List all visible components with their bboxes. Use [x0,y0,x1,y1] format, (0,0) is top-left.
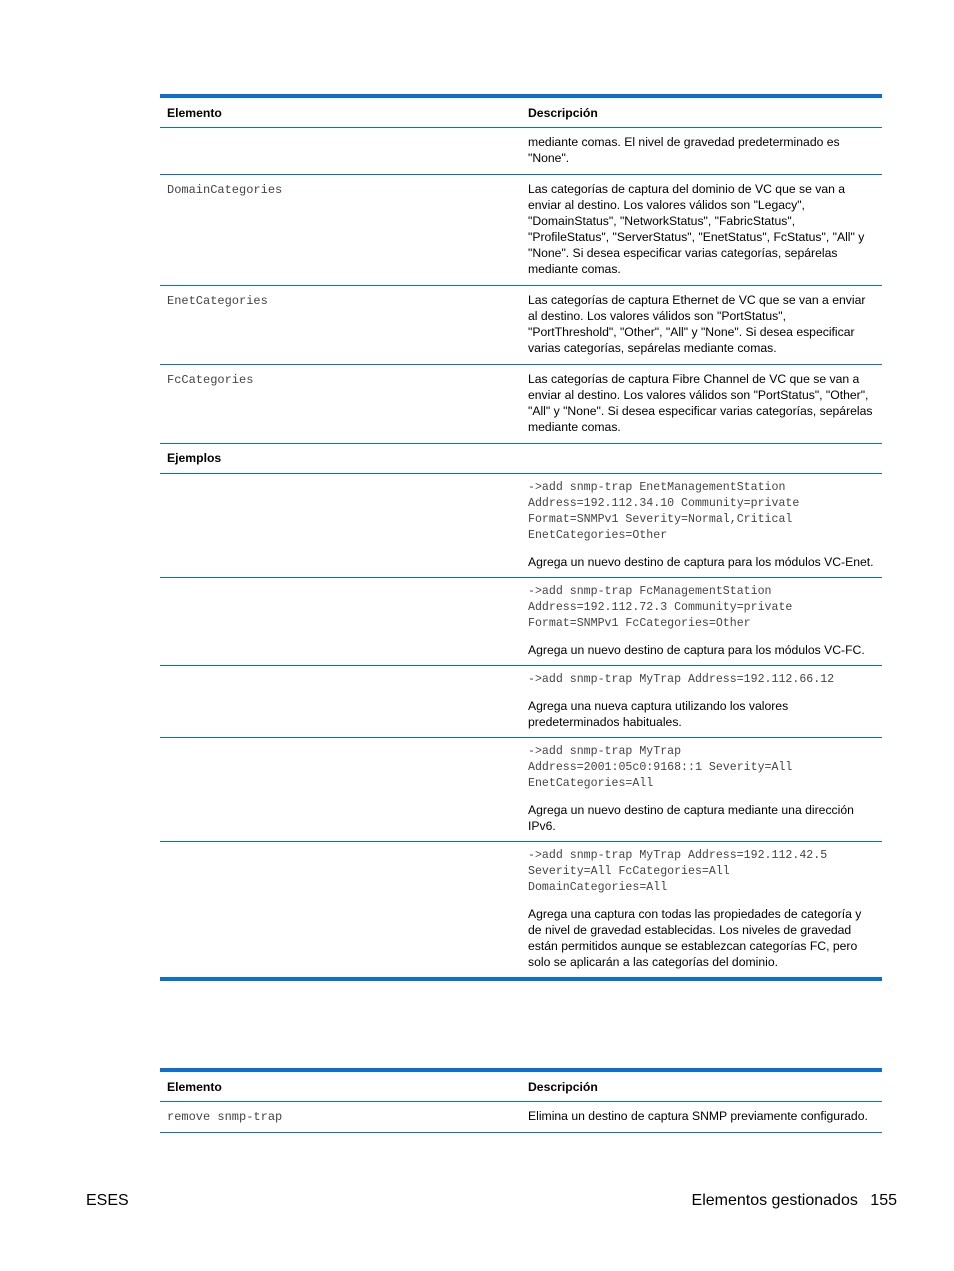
header-descripcion: Descripción [528,1080,598,1094]
example-description: Agrega una captura con todas las propiedades de categoría y de nivel de gravedad establecidas. Los niveles de gravedad están permitidos aunque se establezcan categorías FC, pero solo se aplicarán a las categorías del dominio. [528,907,862,969]
example-code: ->add snmp-trap MyTrap Address=192.112.66.12 [528,673,835,686]
row-description: mediante comas. El nivel de gravedad predeterminado es "None". [528,135,840,165]
properties-table [160,94,882,981]
example-description: Agrega un nuevo destino de captura para los módulos VC-FC. [528,643,865,657]
header-descripcion: Descripción [528,106,598,120]
table-header [160,1072,882,1102]
footer-right [692,1192,897,1210]
row-description: Las categorías de captura Ethernet de VC que se van a enviar al destino. Los valores válidos son "PortStatus", "PortThreshold", "Other", "All" y "None". Si desea especificar varias categorías, sepárelas mediante comas. [528,293,866,355]
page-number: 155 [870,1192,897,1209]
row-description: Elimina un destino de captura SNMP previamente configurado. [528,1109,868,1123]
table-row [160,286,882,365]
header-elemento: Elemento [167,106,222,120]
table-row [160,365,882,444]
table-bottom-rule [160,977,882,981]
row-description: Las categorías de captura del dominio de VC que se van a enviar al destino. Los valores válidos son "Legacy", "DomainStatus", "NetworkStatus", "FabricStatus", "ProfileStatus", "ServerStatus", "EnetStatus", FcStatus", "All" y "None". Si desea especificar varias categorías, sepárelas mediante comas. [528,182,865,276]
example-code: ->add snmp-trap MyTrap Address=2001:05c0:9168::1 Severity=All EnetCategories=All [528,745,793,790]
examples-label: Ejemplos [167,451,222,465]
example-row [160,738,882,842]
example-row [160,666,882,738]
example-code: ->add snmp-trap MyTrap Address=192.112.42.5 Severity=All FcCategories=All DomainCategories=All [528,849,828,894]
table-header [160,98,882,128]
command-table [160,1068,882,1133]
row-element-name: remove snmp-trap [167,1110,283,1124]
header-elemento: Elemento [167,1080,222,1094]
example-code: ->add snmp-trap EnetManagementStation Address=192.112.34.10 Community=private Format=SNMPv1 Severity=Normal,Critical EnetCategories=Other [528,481,800,542]
row-description: Las categorías de captura Fibre Channel de VC que se van a enviar al destino. Los valores válidos son "PortStatus", "Other", "All" y "None". Si desea especificar varias categorías, sepárelas mediante comas. [528,372,873,434]
example-description: Agrega un nuevo destino de captura para los módulos VC-Enet. [528,555,874,569]
row-element-name: FcCategories [167,373,254,387]
example-row [160,578,882,666]
row-element-name: DomainCategories [167,183,283,197]
example-row [160,842,882,977]
example-row [160,474,882,578]
example-description: Agrega una nueva captura utilizando los valores predeterminados habituales. [528,699,789,729]
examples-section-header [160,444,882,474]
example-code: ->add snmp-trap FcManagementStation Address=192.112.72.3 Community=private Format=SNMPv1 FcCategories=Other [528,585,793,630]
example-description: Agrega un nuevo destino de captura mediante una dirección IPv6. [528,803,854,833]
footer-left: ESES [86,1192,129,1209]
row-element-name: EnetCategories [167,294,268,308]
table-row [160,1102,882,1133]
footer-section-title: Elementos gestionados [691,1192,858,1209]
table-row [160,175,882,286]
table-row [160,128,882,175]
